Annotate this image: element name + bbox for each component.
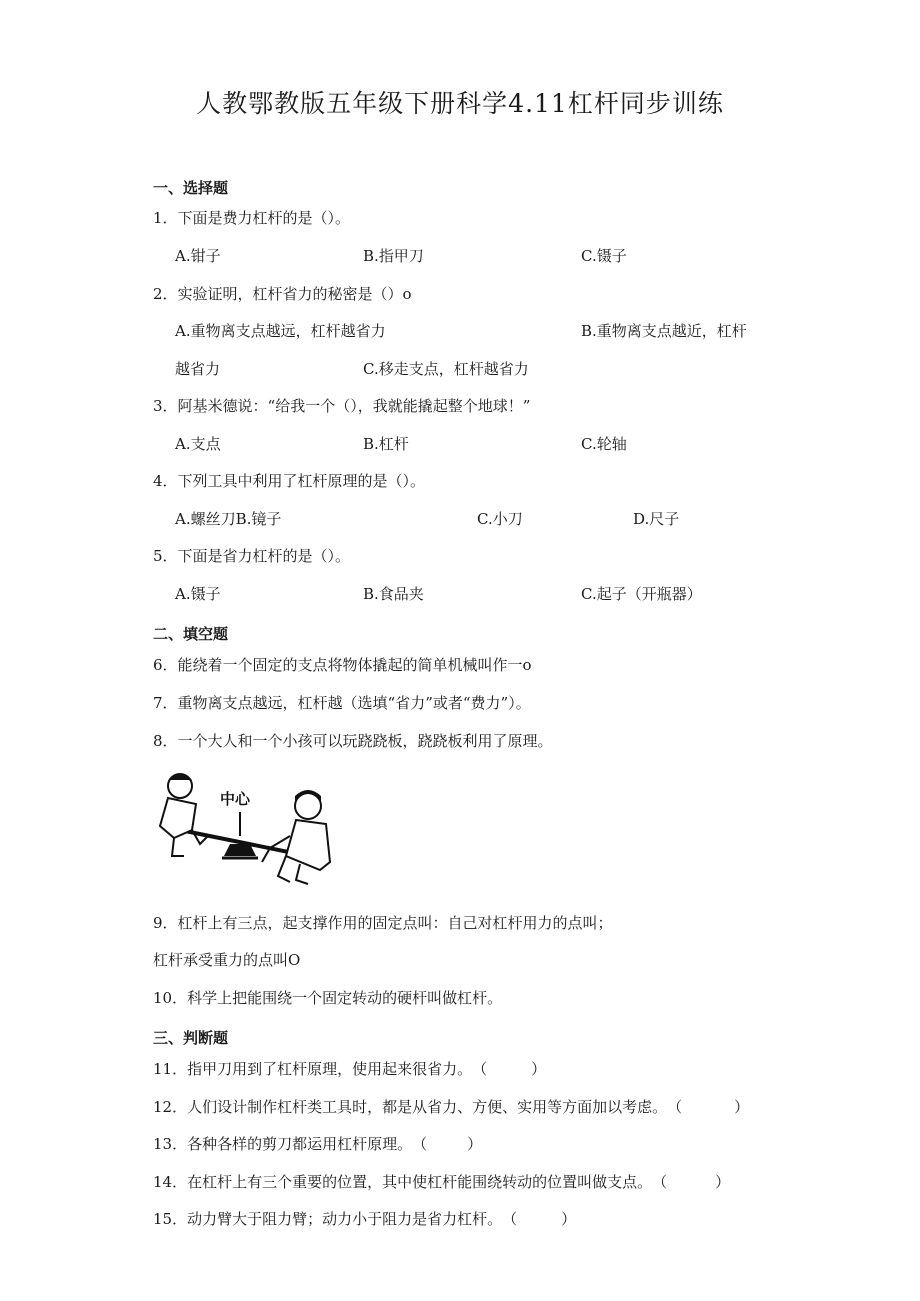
question-2-option-c: C.移走支点，杠杆越省力 [363, 360, 529, 378]
question-7: 7．重物离支点越远，杠杆越（选填“省力”或者“费力”）。 [153, 694, 531, 712]
question-14 [153, 1171, 730, 1192]
question-3-option-c: C.轮轴 [581, 435, 627, 453]
question-8: 8．一个大人和一个小孩可以玩跷跷板，跷跷板利用了原理。 [153, 732, 553, 750]
question-12 [153, 1096, 749, 1117]
question-5-option-c: C.起子（开瓶器） [581, 585, 702, 603]
question-1-option-c: C.镊子 [581, 247, 627, 265]
section-heading-choice: 一、选择题 [153, 179, 229, 197]
question-2-stem: 2．实验证明，杠杆省力的秘密是（）o [153, 285, 412, 303]
question-11-text: 11．指甲刀用到了杠杆原理，使用起来很省力。 [153, 1060, 473, 1078]
answer-bracket-open: （ [502, 1210, 518, 1228]
seesaw-illustration [150, 766, 338, 892]
question-2-option-b-continued: 越省力 [175, 360, 221, 378]
answer-bracket-close: ） [734, 1098, 750, 1116]
question-15 [153, 1208, 576, 1229]
answer-bracket-15[interactable] [502, 1208, 576, 1229]
question-4-option-d: D.尺子 [633, 510, 680, 528]
figure-label-center: 中心 [220, 790, 251, 808]
answer-bracket-open: （ [472, 1060, 488, 1078]
question-9: 9．杠杆上有三点，起支撑作用的固定点叫：自己对杠杆用力的点叫； [153, 914, 613, 932]
question-2-option-a: A.重物离支点越远，杠杆越省力 [175, 322, 386, 340]
question-5-option-b: B.食品夹 [363, 585, 424, 603]
question-6: 6．能绕着一个固定的支点将物体撬起的简单机械叫作一o [153, 656, 532, 674]
answer-bracket-open: （ [652, 1173, 668, 1191]
question-1-stem: 1．下面是费力杠杆的是（）。 [153, 209, 351, 227]
question-12-text: 12．人们设计制作杠杆类工具时，都是从省力、方便、实用等方面加以考虑。 [153, 1098, 668, 1116]
question-5-stem: 5．下面是省力杠杆的是（）。 [153, 547, 351, 565]
section-heading-judge: 三、判断题 [153, 1029, 229, 1047]
answer-bracket-13[interactable] [412, 1133, 482, 1154]
question-1-option-b: B.指甲刀 [363, 247, 424, 265]
answer-bracket-close: ） [531, 1060, 547, 1078]
question-15-text: 15．动力臂大于阻力臂；动力小于阻力是省力杠杆。 [153, 1210, 503, 1228]
answer-bracket-close: ） [467, 1135, 483, 1153]
question-2-option-b: B.重物离支点越近，杠杆 [581, 322, 747, 340]
question-4-option-c: C.小刀 [477, 510, 523, 528]
question-3-stem: 3．阿基米德说：“给我一个（），我就能撬起整个地球！” [153, 397, 531, 415]
answer-bracket-11[interactable] [472, 1058, 546, 1079]
question-5-option-a: A.镊子 [175, 585, 221, 603]
question-1-option-a: A.钳子 [175, 247, 221, 265]
question-9-continued: 杠杆承受重力的点叫O [153, 951, 301, 969]
answer-bracket-close: ） [561, 1210, 577, 1228]
question-4-stem: 4．下列工具中利用了杠杆原理的是（）。 [153, 472, 426, 490]
question-10: 10．科学上把能围绕一个固定转动的硬杆叫做杠杆。 [153, 989, 503, 1007]
question-13 [153, 1133, 482, 1154]
answer-bracket-14[interactable] [652, 1171, 730, 1192]
question-11 [153, 1058, 546, 1079]
answer-bracket-close: ） [715, 1173, 731, 1191]
question-3-option-a: A.支点 [175, 435, 221, 453]
question-4-option-ab: A.螺丝刀B.镜子 [175, 510, 282, 528]
section-heading-fill: 二、填空题 [153, 625, 229, 643]
question-14-text: 14．在杠杆上有三个重要的位置，其中使杠杆能围绕转动的位置叫做支点。 [153, 1173, 653, 1191]
question-3-option-b: B.杠杆 [363, 435, 409, 453]
page-title: 人教鄂教版五年级下册科学4.11杠杆同步训练 [196, 89, 724, 118]
answer-bracket-12[interactable] [667, 1096, 749, 1117]
question-13-text: 13．各种各样的剪刀都运用杠杆原理。 [153, 1135, 413, 1153]
answer-bracket-open: （ [412, 1135, 428, 1153]
answer-bracket-open: （ [667, 1098, 683, 1116]
